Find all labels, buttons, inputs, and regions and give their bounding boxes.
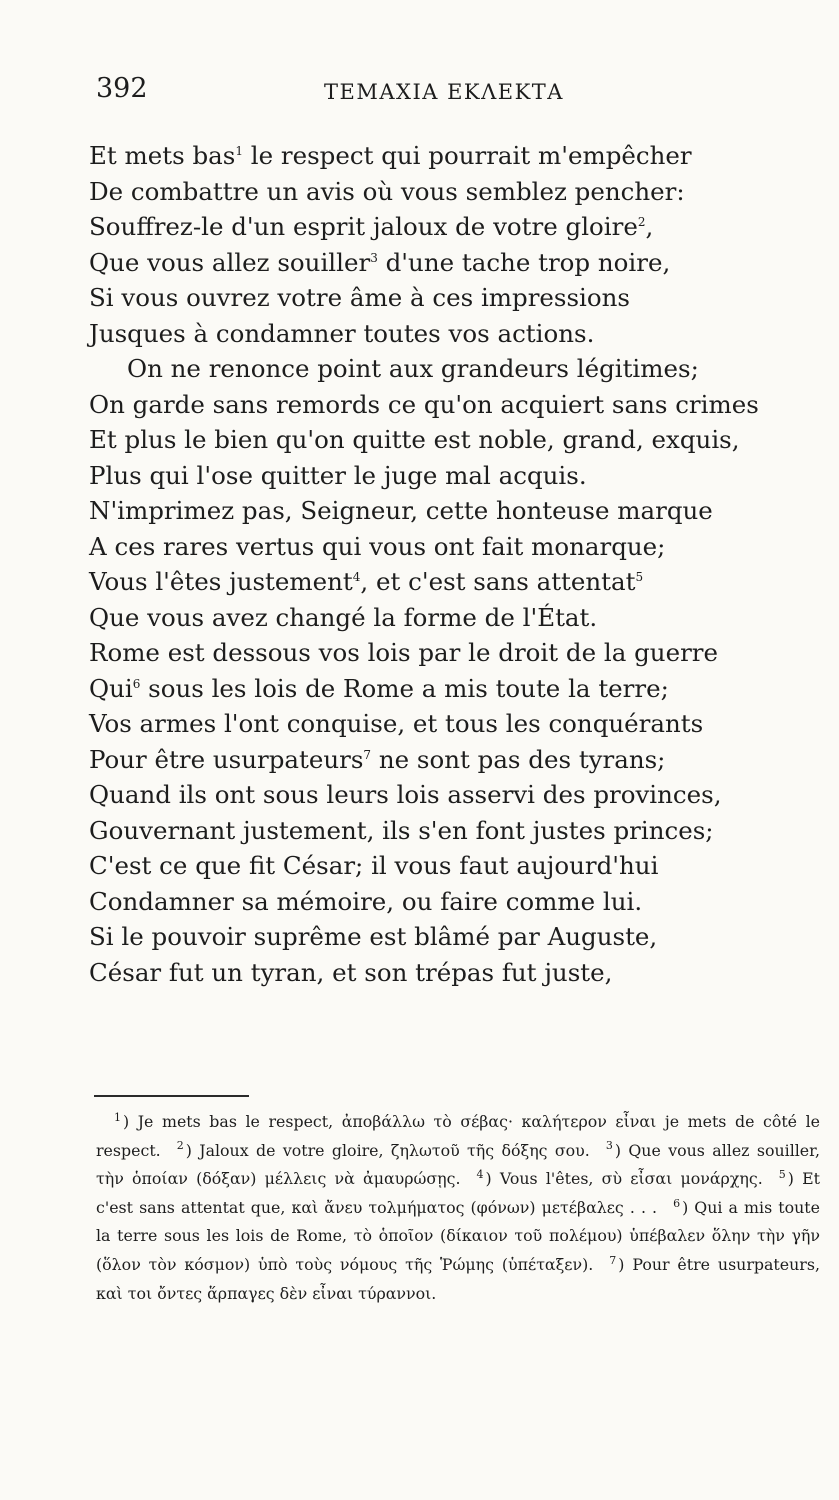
footnote: $^2$ ) Jaloux de votre gloire, ζηλωτοῦ τῆς δόξης σου. [176,1139,590,1160]
verse-line: Jusques à condamner toutes vos actions. [89,318,595,348]
verse-line: Vous l'êtes justement$^4$, et c'est sans attentat$^5$ [89,567,644,596]
verse-line: César fut un tyran, et son trépas fut juste, [89,957,613,987]
verse-line: Vos armes l'ont conquise, et tous les conquérants [89,709,704,738]
footnote: $^3$ ) Que vous allez souiller, τὴν ὁποίαν (δόξαν) μέλλεις νὰ ἀμαυρώσῃς. [96,1139,820,1189]
verse-line: De combattre un avis où vous semblez pencher: [89,176,685,206]
footnote: $^4$ ) Vous l'êtes, σὺ εἶσαι μονάρχης. [476,1167,763,1189]
verse-line: Pour être usurpateurs$^7$ ne sont pas des tyrans; [89,744,666,774]
footnote-marker: 4 [352,569,361,584]
footnote-marker: 6 [132,676,141,691]
footnotes [96,1108,820,1308]
footnote: $^1$ ) Je mets bas le respect, ἀποβάλλω τὸ σέβας· καλήτερον εἶναι je mets de côté le respect. [96,1110,820,1160]
verse-line: Plus qui l'ose quitter le juge mal acquis. [89,460,587,490]
footnote-marker: 2 [637,214,646,229]
verse-line: A ces rares vertus qui vous ont fait monarque; [89,531,666,561]
verse-line: Quand ils ont sous leurs lois asservi des provinces, [89,780,722,809]
verse-line: N'imprimez pas, Seigneur, cette honteuse marque [89,496,713,525]
footnote: $^6$ ) Qui a mis toute la terre sous les lois de Rome, τὸ ὁποῖον (δίκαιον τοῦ πολέμου) ὑπέβαλεν ὅλην τὴν γῆν (ὅλον τὸν κόσμον) ὑπὸ τοὺς νόμους τῆς Ῥώμης (ὑπέταξεν). [96,1196,820,1274]
footnote-marker: 1 [235,143,243,158]
footnote: $^7$ ) Pour être usurpateurs, καὶ τοι ὄντες ἅρπαγες δὲν εἶναι τύραννοι. [96,1253,820,1303]
footnote-marker: 5 [635,569,644,584]
verse-line: Si le pouvoir suprême est blâmé par Auguste, [89,922,658,951]
verse-line: Qui$^6$ sous les lois de Rome a mis toute la terre; [89,673,669,703]
verse-line: C'est ce que fit César; il vous faut aujourd'hui [89,851,659,880]
page-number: 392 [96,73,148,104]
footnote-marker: 3 [370,250,378,265]
poem-text [89,138,809,990]
verse-line: Que vous avez changé la forme de l'État. [89,602,598,632]
verse-line: On garde sans remords ce qu'on acquiert sans crimes [89,389,759,419]
verse-line: Que vous allez souiller$^3$ d'une tache trop noire, [89,247,671,277]
verse-line: Condamner sa mémoire, ou faire comme lui. [89,886,643,916]
footnote: $^5$ ) Et c'est sans attentat que, καὶ ἄνευ τολμήματος (φόνων) μετέβαλες . . . [96,1167,820,1217]
verse-line: Et mets bas$^1$ le respect qui pourrait m'empêcher [89,141,692,170]
footnote-divider [94,1095,249,1097]
verse-line: Rome est dessous vos lois par le droit de la guerre [89,638,718,667]
verse-line: Souffrez-le d'un esprit jaloux de votre gloire$^2$, [89,212,654,241]
footnote-marker: 7 [363,747,372,762]
verse-line: Et plus le bien qu'on quitte est noble, grand, exquis, [89,425,740,454]
verse-line: On ne renonce point aux grandeurs légitimes; [127,354,699,383]
verse-line: Si vous ouvrez votre âme à ces impressions [89,283,630,312]
verse-line: Gouvernant justement, ils s'en font justes princes; [89,815,714,845]
running-title: ΤΕΜΑΧΙΑ ΕΚΛΕΚΤΑ [324,80,564,104]
